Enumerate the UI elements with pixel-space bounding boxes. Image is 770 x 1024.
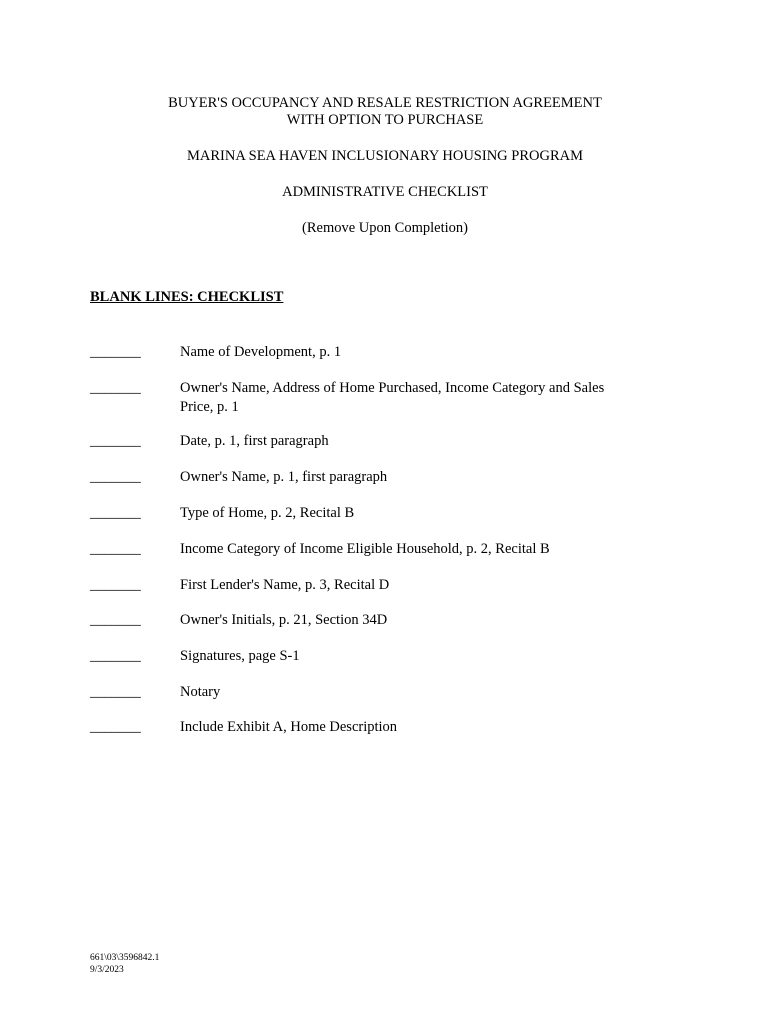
checklist-item-label: Signatures, page S-1 xyxy=(180,648,300,664)
agreement-title-line-1: BUYER'S OCCUPANCY AND RESALE RESTRICTION AGREEMENT xyxy=(168,95,602,111)
checklist-item-label: Include Exhibit A, Home Description xyxy=(180,719,398,735)
checklist-item-label: Income Category of Income Eligible Household, p. 2, Recital B xyxy=(180,541,550,557)
removal-note: (Remove Upon Completion) xyxy=(302,220,468,236)
document-footer xyxy=(90,952,159,976)
agreement-title-line-2: WITH OPTION TO PURCHASE xyxy=(286,112,484,128)
checklist-item-label: Owner's Name, p. 1, first paragraph xyxy=(180,469,388,485)
checklist-item-label: Notary xyxy=(180,684,221,700)
program-name: MARINA SEA HAVEN INCLUSIONARY HOUSING PROGRAM xyxy=(187,148,583,164)
checklist-item-label: Owner's Name, Address of Home Purchased, Income Category and Sales Price, p. 1 xyxy=(180,380,605,415)
blank-line: _______ xyxy=(90,577,141,593)
blank-line: _______ xyxy=(90,541,141,557)
blank-line: _______ xyxy=(90,505,141,521)
checklist-item-label: First Lender's Name, p. 3, Recital D xyxy=(180,577,390,593)
blank-line: _______ xyxy=(90,648,141,664)
blank-line: _______ xyxy=(90,719,141,735)
blank-line: _______ xyxy=(90,380,141,396)
document-date: 9/3/2023 xyxy=(90,965,124,975)
checklist-item-label: Name of Development, p. 1 xyxy=(180,344,342,360)
checklist-item-label: Owner's Initials, p. 21, Section 34D xyxy=(180,612,388,628)
section-heading: BLANK LINES: CHECKLIST xyxy=(90,289,284,305)
blank-line: _______ xyxy=(90,433,141,449)
checklist-item-label: Date, p. 1, first paragraph xyxy=(180,433,329,449)
blank-line: _______ xyxy=(90,684,141,700)
blank-line: _______ xyxy=(90,344,141,360)
document-id: 661\03\3596842.1 xyxy=(90,953,160,963)
blank-line: _______ xyxy=(90,469,141,485)
checklist-title: ADMINISTRATIVE CHECKLIST xyxy=(282,184,488,200)
blank-line: _______ xyxy=(90,612,141,628)
checklist-item-label: Type of Home, p. 2, Recital B xyxy=(180,505,355,521)
